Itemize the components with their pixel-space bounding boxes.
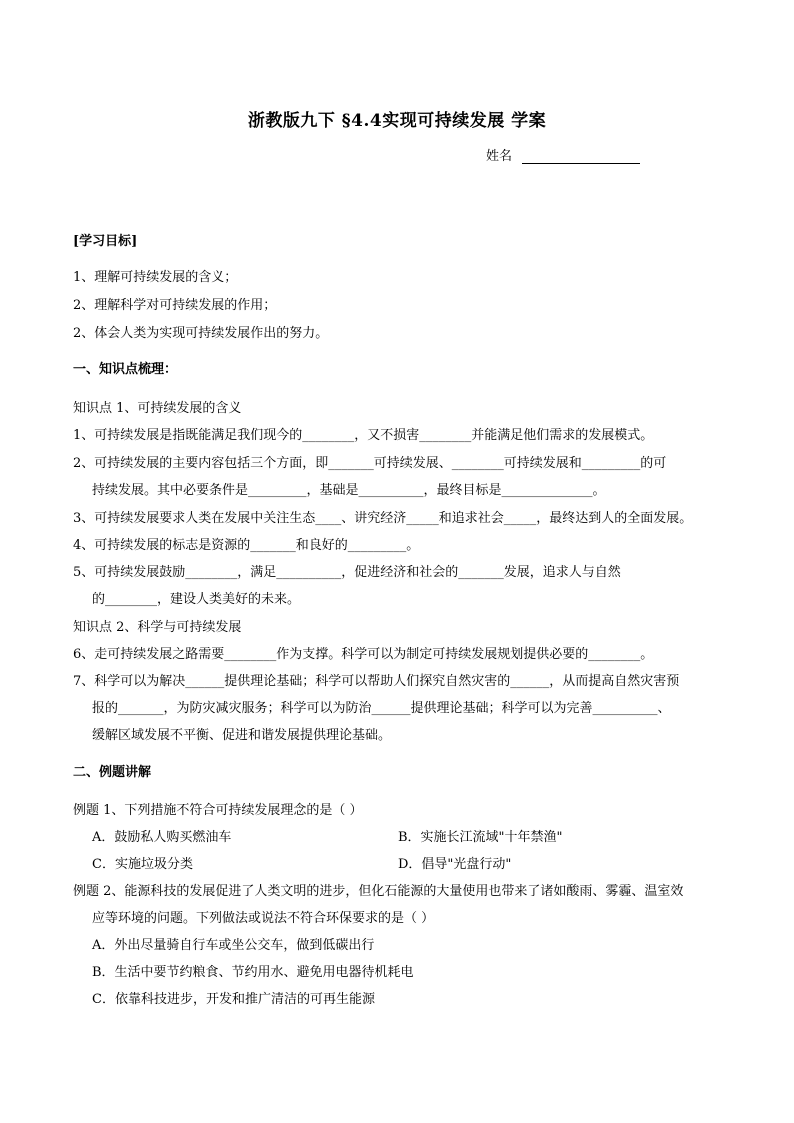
example2-question-cont: 应等环境的问题。下列做法或说法不符合环保要求的是（ ）: [92, 911, 435, 926]
fill-blank-line: 7、科学可以为解决______提供理论基础；科学可以帮助人们探究自然灾害的______，从而提高自然灾害预: [73, 674, 680, 689]
example1-option-c: C．实施垃圾分类: [92, 857, 193, 872]
kp2-title: 知识点 2、科学与可持续发展: [73, 620, 242, 635]
objective-item: 1、理解可持续发展的含义；: [73, 270, 238, 285]
example1-option-a: A．鼓励私人购买燃油车: [92, 830, 232, 845]
page-title: 浙教版九下 §4.4实现可持续发展 学案: [247, 111, 547, 131]
example1-option-b: B．实施长江流域"十年禁渔": [398, 830, 563, 845]
fill-blank-line: 报的_______，为防灾减灾服务；科学可以为防治______提供理论基础；科学可以为完善__________、: [92, 701, 671, 716]
name-label: 姓名: [486, 149, 513, 164]
example1-question: 例题 1、下列措施不符合可持续发展理念的是（ ）: [73, 803, 363, 818]
example2-question: 例题 2、能源科技的发展促进了人类文明的进步，但化石能源的大量使用也带来了诸如酸雨、雾霾、温室效: [73, 884, 684, 899]
fill-blank-line: 缓解区域发展不平衡、促进和谐发展提供理论基础。: [92, 728, 392, 743]
example2-option-a: A．外出尽量骑自行车或坐公交车，做到低碳出行: [92, 938, 375, 953]
fill-blank-line: 3、可持续发展要求人类在发展中关注生态____、讲究经济_____和追求社会_____，最终达到人的全面发展。: [73, 511, 693, 526]
kp1-title: 知识点 1、可持续发展的含义: [73, 401, 242, 416]
section1-heading: 一、知识点梳理：: [73, 362, 178, 377]
example2-option-b: B．生活中要节约粮食、节约用水、避免用电器待机耗电: [92, 965, 414, 980]
fill-blank-line: 5、可持续发展鼓励________，满足__________，促进经济和社会的_______发展，追求人与自然: [73, 565, 621, 580]
section2-heading: 二、例题讲解: [73, 765, 152, 780]
objective-item: 2、理解科学对可持续发展的作用；: [73, 298, 277, 313]
example1-option-d: D．倡导"光盘行动": [398, 857, 512, 872]
objectives-heading: [学习目标]: [73, 234, 138, 249]
example2-option-c: C．依靠科技进步，开发和推广清洁的可再生能源: [92, 992, 375, 1007]
fill-blank-line: 持续发展。其中必要条件是_________，基础是__________，最终目标是______________。: [92, 483, 606, 498]
fill-blank-line: 的________，建设人类美好的未来。: [92, 592, 301, 607]
fill-blank-line: 6、走可持续发展之路需要________作为支撑。科学可以为制定可持续发展规划提供必要的________。: [73, 647, 654, 662]
fill-blank-line: 4、可持续发展的标志是资源的_______和良好的_________。: [73, 538, 420, 553]
fill-blank-line: 2、可持续发展的主要内容包括三个方面，即_______可持续发展、________可持续发展和_________的可: [73, 456, 667, 471]
name-field: [486, 145, 640, 164]
name-blank-line[interactable]: [522, 149, 640, 164]
objective-item: 2、体会人类为实现可持续发展作出的努力。: [73, 326, 329, 341]
fill-blank-line: 1、可持续发展是指既能满足我们现今的________，又不损害________并能满足他们需求的发展模式。: [73, 428, 654, 443]
